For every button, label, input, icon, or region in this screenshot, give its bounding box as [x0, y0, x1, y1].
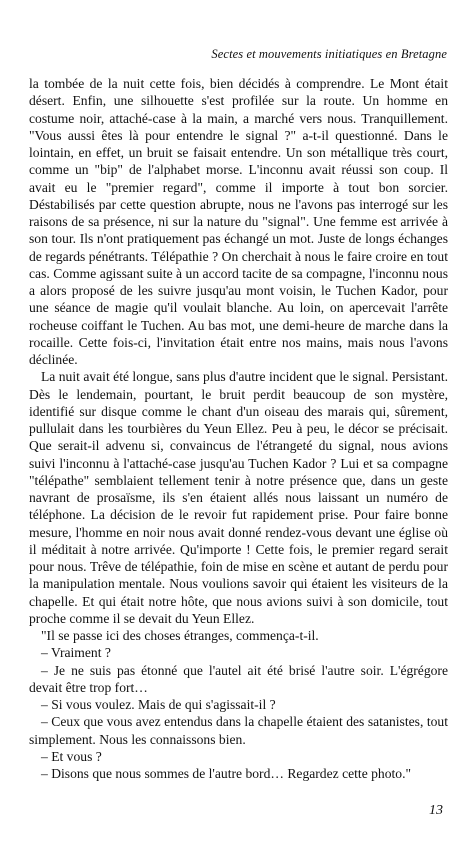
- dialogue-line-1: "Il se passe ici des choses étranges, commença-t-il.: [41, 628, 319, 643]
- dialogue-line-6: – Et vous ?: [41, 748, 102, 764]
- paragraph-2: La nuit avait été longue, sans plus d'autre incident que le signal. Persistant. Dès le lendemain, pourtant, le bruit perdit beaucoup de son mystère, identifié sur disque comme le chant d'un oiseau des marais qui, sûrement, pullulait dans les tourbières du Yeun Ellez. Peu à peu, le décor se précisait. Que serait-il advenu si, convaincus de l'étrangeté du signal, nous avions suivi l'inconnu à l'attaché-case jusqu'au Tuchen Kador ? Lui et sa compagne "télépathe" semblaient tellement tenir à notre présence que, dans un geste navrant de prosaïsme, ils s'en étaient allés nous laissant un numéro de téléphone. La décision de le revoir fut rapidement prise. Pour faire bonne mesure, l'homme en noir nous avait donné rendez-vous devant une église où il méditait à notre arrivée. Qu'importe ! Cette fois, le premier regard serait pour nous. Trêve de télépathie, foin de mise en scène et autant de perdu pour la manipulation mentale. Nous voulions savoir qui étaient les visiteurs de la chapelle. Et qui était notre hôte, que nous avions suivi à son domicile, tout proche comme il se devait du Yeun Ellez.: [29, 369, 448, 626]
- running-header: Sectes et mouvements initiatiques en Bretagne: [211, 47, 447, 61]
- paragraph-1: la tombée de la nuit cette fois, bien décidés à comprendre. Le Mont était désert. Enfin, une silhouette s'est profilée sur la route. Un homme en costume noir, attaché-case à la main, a marché vers nous. Tranquillement. "Vous aussi êtes là pour entendre le signal ?" a-t-il questionné. Dans le lointain, en effet, un bruit se faisait entendre. Un son métallique très court, comme un "bip" de l'alphabet morse. L'inconnu avait réussi son coup. Il avait eu le "premier regard", comme il importe à tout bon sorcier. Déstabilisés par cette question abrupte, nous ne l'avons pas interrogé sur les raisons de sa présence, ni sur la nature du "signal". Une femme est arrivée à son tour. Ils n'ont pratiquement pas échangé un mot. Juste de longs échanges de regards pénétrants. Télépathie ? On cherchait à nous le faire croire en tout cas. Comme agissant suite à un accord tacite de sa compagne, l'inconnu nous a alors proposé de les suivre jusqu'au mont voisin, le Tuchen Kador, pour une séance de magie qu'il voulait blanche. Au loin, on apercevait l'arrête rocheuse coiffant le Tuchen. Au bas mot, une demi-heure de marche dans la rocaille. Cette fois-ci, l'invitation était entre nos mains, mais nous l'avons déclinée.: [29, 76, 448, 367]
- dialogue-line-5: – Ceux que vous avez entendus dans la chapelle étaient des satanistes, tout simplement. Nous les connaissons bien.: [29, 714, 448, 747]
- dialogue-line-4: – Si vous voulez. Mais de qui s'agissait-il ?: [41, 697, 276, 712]
- body-text: [29, 75, 448, 782]
- dialogue-line-7: – Disons que nous sommes de l'autre bord… Regardez cette photo.": [41, 766, 412, 781]
- dialogue-line-3: – Je ne suis pas étonné que l'autel ait été brisé l'autre soir. L'égrégore devait être trop fort…: [29, 662, 448, 695]
- dialogue-line-2: – Vraiment ?: [41, 645, 111, 661]
- page-number: 13: [429, 803, 443, 818]
